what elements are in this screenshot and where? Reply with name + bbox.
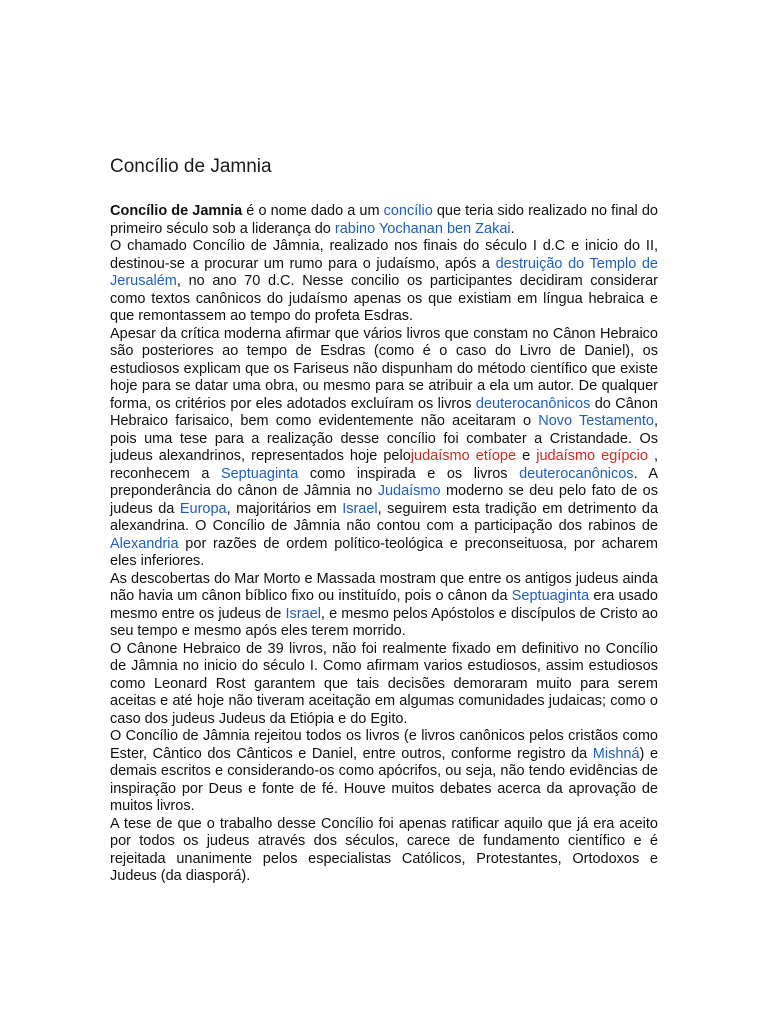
text-span: , pois uma tese para a realização desse concílio foi combater a Cristandade. Os judeus alexandrinos, representados hoje pelo	[110, 413, 658, 464]
text-span: O Cânone Hebraico de 39 livros, não foi realmente fixado em definitivo no Concílio de Jâmnia no inicio do século I. Como afirmam varios estudiosos, assim estudiosos como Leonard Rost garantem que tais decisões demoraram muito para serem aceitas e até hoje não tiveram aceitação em algumas comunidades judaicas; como o caso dos judeus Judeus da Etiópia e do Egito.	[110, 640, 658, 727]
text-span: , reconhecem a	[110, 448, 659, 482]
text-span: ) e demais escritos e considerando-os como apócrifos, ou seja, não tendo evidências de inspiração por Deus e fonte de fé. Houve muitos debates acerca da aprovação de muitos livros.	[110, 745, 659, 814]
text-span: , majoritários em	[226, 500, 343, 517]
paragraph-canone	[110, 641, 658, 729]
link-judaismo-egipcio[interactable]: judaísmo egípcio	[536, 448, 648, 464]
text-span: do Cânon Hebraico farisaico, bem como evidentemente não aceitaram o	[110, 395, 658, 429]
link-rabino-yochanan[interactable]: rabino Yochanan ben Zakai	[334, 220, 511, 237]
link-concilio[interactable]: concílio	[383, 203, 433, 219]
paragraph-intro	[110, 203, 658, 238]
text-span: A tese de que o trabalho desse Concílio foi apenas ratificar aquilo que já era aceito por todos os judeus através dos séculos, carece de fundamento científico e é rejeitada unanimente pelos especialistas Católicos, Protestantes, Ortodoxos e Judeus (da diasporá).	[110, 815, 658, 884]
text-span: , e mesmo pelos Apóstolos e discípulos de Cristo ao seu tempo e mesmo após eles terem morrido.	[110, 605, 658, 639]
text-span: O Concílio de Jâmnia rejeitou todos os livros (e livros canônicos pelos cristãos como Ester, Cântico dos Cânticos e Daniel, entre outros, conforme registro da	[110, 728, 658, 762]
bold-term: Concílio de Jamnia	[110, 203, 243, 219]
paragraph-chamado	[110, 238, 658, 326]
text-span: , seguirem esta tradição em detrimento da alexandrina. O Concílio de Jâmnia não contou com a participação dos rabinos de	[110, 500, 659, 534]
text-span: Apesar da crítica moderna afirmar que vários livros que constam no Cânon Hebraico são posteriores ao tempo de Esdras (como é o caso do Livro de Daniel), os estudiosos explicam que os Fariseus não dispunham do método científico que existe hoje para se datar uma obra, ou mesmo para se atribuir a ela um autor. De qualquer forma, os critérios por eles adotados excluíram os livros	[110, 325, 658, 412]
link-israel[interactable]: Israel	[285, 605, 321, 622]
text-span: é o nome dado a um	[242, 203, 384, 219]
link-europa[interactable]: Europa	[179, 500, 227, 517]
paragraph-critica	[110, 326, 658, 571]
link-judaismo[interactable]: Judaísmo	[377, 483, 441, 499]
text-span: O chamado Concílio de Jâmnia, realizado nos finais do século I d.C e inicio do II, destinou-se a procurar um rumo para o judaísmo, após a	[110, 238, 658, 272]
text-span: que teria sido realizado no final do primeiro século sob a liderança do	[110, 203, 658, 237]
link-deuterocanonicos[interactable]: deuterocanônicos	[475, 395, 591, 412]
link-septuaginta[interactable]: Septuaginta	[511, 588, 590, 604]
link-alexandria[interactable]: Alexandria	[110, 535, 179, 552]
text-span: As descobertas do Mar Morto e Massada mostram que entre os antigos judeus ainda não havia um cânon bíblico fixo ou instituído, pois o cânon da	[110, 570, 658, 604]
text-span: e	[516, 448, 537, 464]
document-page	[110, 155, 658, 886]
page-title: Concílio de Jamnia	[110, 156, 272, 177]
text-span: .	[510, 220, 515, 237]
link-deuterocanonicos[interactable]: deuterocanônicos	[519, 465, 634, 482]
link-judaismo-etiope[interactable]: judaísmo etíope	[410, 448, 517, 464]
link-novo-testamento[interactable]: Novo Testamento	[538, 413, 654, 429]
text-span: era usado mesmo entre os judeus de	[110, 588, 658, 622]
text-span: . A preponderância do cânon de Jâmnia no	[110, 465, 658, 499]
text-span: moderno se deu pelo fato de os judeus da	[110, 483, 658, 517]
link-septuaginta[interactable]: Septuaginta	[220, 465, 299, 482]
link-destruicao-templo[interactable]: destruição do Templo de Jerusalém	[110, 255, 658, 289]
link-israel[interactable]: Israel	[342, 500, 378, 517]
link-mishna[interactable]: Mishná	[592, 745, 640, 762]
paragraph-tese	[110, 816, 658, 886]
text-span: por razões de ordem político-teológica e preconseituosa, por acharem eles inferiores.	[110, 535, 658, 569]
text-span: como inspirada e os livros	[298, 465, 520, 482]
text-span: , no ano 70 d.C. Nesse concilio os participantes decidiram considerar como textos canônicos do judaísmo apenas os que existiam em língua hebraica e que remontassem ao tempo do profeta Esdras.	[110, 273, 658, 324]
paragraph-rejeitou	[110, 728, 658, 816]
paragraph-descobertas	[110, 571, 658, 641]
